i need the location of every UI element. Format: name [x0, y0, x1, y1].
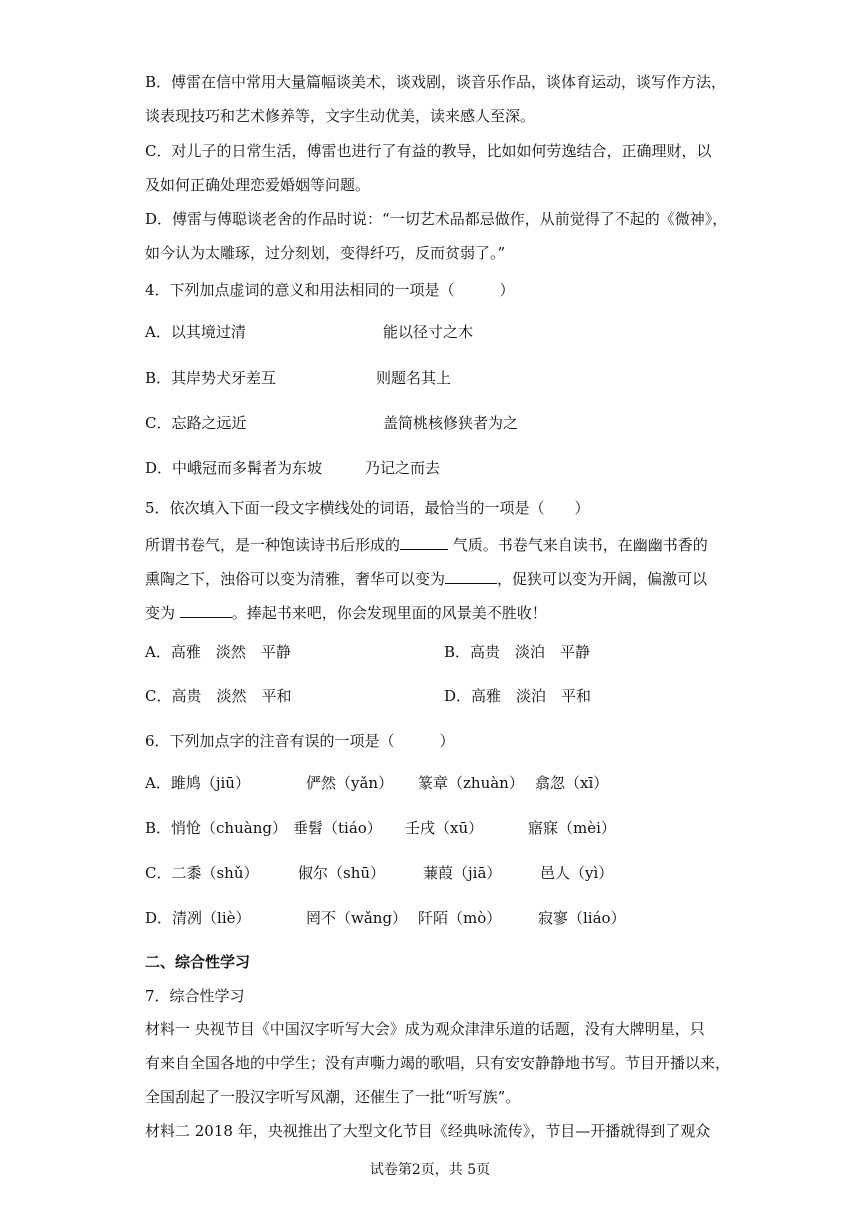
q6-b-2: 垂髫（tiáo） [293, 819, 382, 837]
q5-blank-1 [400, 535, 448, 550]
material-1-line3: 全国刮起了一股汉字听写风潮，还催生了一批“听写族”。 [145, 1088, 521, 1106]
q5-blank-3 [180, 603, 232, 618]
q6-a-4: 翕忽（xī） [535, 774, 609, 792]
q6-c-3: 蒹葭（jiā） [423, 864, 502, 882]
q4-option-a-right: 能以径寸之木 [383, 323, 474, 341]
q4-option-a-left: A．以其境过清 [145, 323, 246, 341]
q6-c-4: 邑人（yì） [540, 864, 614, 882]
q5-option-a: A．高雅 淡然 平静 [145, 643, 291, 661]
q4-option-d-right: 乃记之而去 [365, 459, 441, 477]
material-2-line1: 材料二 2018 年，央视推出了大型文化节目《经典咏流传》，节目—开播就得到了观众 [145, 1122, 711, 1140]
q5-text: 气质。书卷气来自读书，在幽幽书香的 [448, 536, 708, 554]
q5-text: 。捧起书来吧，你会发现里面的风景美不胜收！ [231, 604, 547, 622]
q3-option-d-line1: D．傅雷与傅聪谈老舍的作品时说：“一切艺术品都忌做作，从前觉得了不起的《微神》， [145, 210, 728, 228]
q4-option-b-right: 则题名其上 [376, 369, 452, 387]
material-1-line2: 有来自全国各地的中学生；没有声嘶力竭的歌唱，只有安安静静地书写。节目开播以来， [145, 1054, 731, 1072]
q5-text: 熏陶之下，浊俗可以变为清雅，奢华可以变为 [145, 570, 446, 588]
q4-option-c-right: 盖简桃核修狭者为之 [383, 414, 519, 432]
q4-option-c-left: C．忘路之远近 [145, 414, 247, 432]
q5-passage-line3 [145, 603, 547, 623]
q6-c-1: C．二黍（shǔ） [145, 864, 259, 882]
q5-text: 变为 [145, 604, 180, 622]
q6-b-1: B．悄怆（chuàng） [145, 819, 287, 837]
q6-c-2: 俶尔（shū） [298, 864, 386, 882]
q6-b-4: 寤寐（mèi） [528, 819, 616, 837]
q5-text: 所谓书卷气，是一种饱读诗书后形成的 [145, 536, 401, 554]
q6-d-3: 阡陌（mò） [418, 909, 502, 927]
q7-title: 7．综合性学习 [145, 987, 245, 1005]
q6-stem: 6．下列加点字的注音有误的一项是（ ） [145, 732, 455, 750]
material-1-line1: 材料一 央视节目《中国汉字听写大会》成为观众津津乐道的话题，没有大牌明星，只 [145, 1020, 705, 1038]
q4-option-d-left: D．中峨冠而多髯者为东坡 [145, 459, 323, 477]
q5-option-c: C．高贵 淡然 平和 [145, 687, 292, 705]
section-heading: 二、综合性学习 [145, 953, 251, 971]
q3-option-b-line1: B．傅雷在信中常用大量篇幅谈美术，谈戏剧，谈音乐作品，谈体育运动，谈写作方法， [145, 73, 727, 91]
q5-option-d: D．高雅 淡泊 平和 [444, 687, 592, 705]
q4-stem: 4．下列加点虚词的意义和用法相同的一项是（ ） [145, 281, 515, 299]
q5-passage-line2 [145, 569, 707, 589]
q6-a-3: 篆章（zhuàn） [418, 774, 524, 792]
q4-option-b-left: B．其岸势犬牙差互 [145, 369, 277, 387]
q6-a-2: 俨然（yǎn） [306, 774, 394, 792]
q5-passage-line1 [145, 535, 708, 555]
page-footer: 试卷第2页，共 5页 [369, 1162, 491, 1178]
q6-d-2: 罔不（wǎng） [306, 909, 408, 927]
q3-option-c-line1: C．对儿子的日常生活，傅雷也进行了有益的教导，比如如何劳逸结合，正确理财，以 [145, 142, 712, 160]
q5-blank-2 [445, 569, 497, 584]
q3-option-b-line2: 谈表现技巧和艺术修养等，文字生动优美，读来感人至深。 [145, 107, 536, 125]
q6-d-1: D．清冽（liè） [145, 909, 251, 927]
q5-stem: 5．依次填入下面一段文字横线处的词语，最恰当的一项是（ ） [145, 499, 590, 517]
q5-option-b: B．高贵 淡泊 平静 [444, 643, 591, 661]
q3-option-c-line2: 及如何正确处理恋爱婚姻等问题。 [145, 176, 371, 194]
q3-option-d-line2: 如今认为太雕琢，过分刻划，变得纤巧，反而贫弱了。” [145, 244, 506, 262]
q6-d-4: 寂寥（liáo） [538, 909, 626, 927]
q6-a-1: A．雎鸠（jiū） [145, 774, 250, 792]
q6-b-3: 壬戌（xū） [405, 819, 484, 837]
q5-text: ，促狭可以变为开阔，偏激可以 [497, 570, 708, 588]
